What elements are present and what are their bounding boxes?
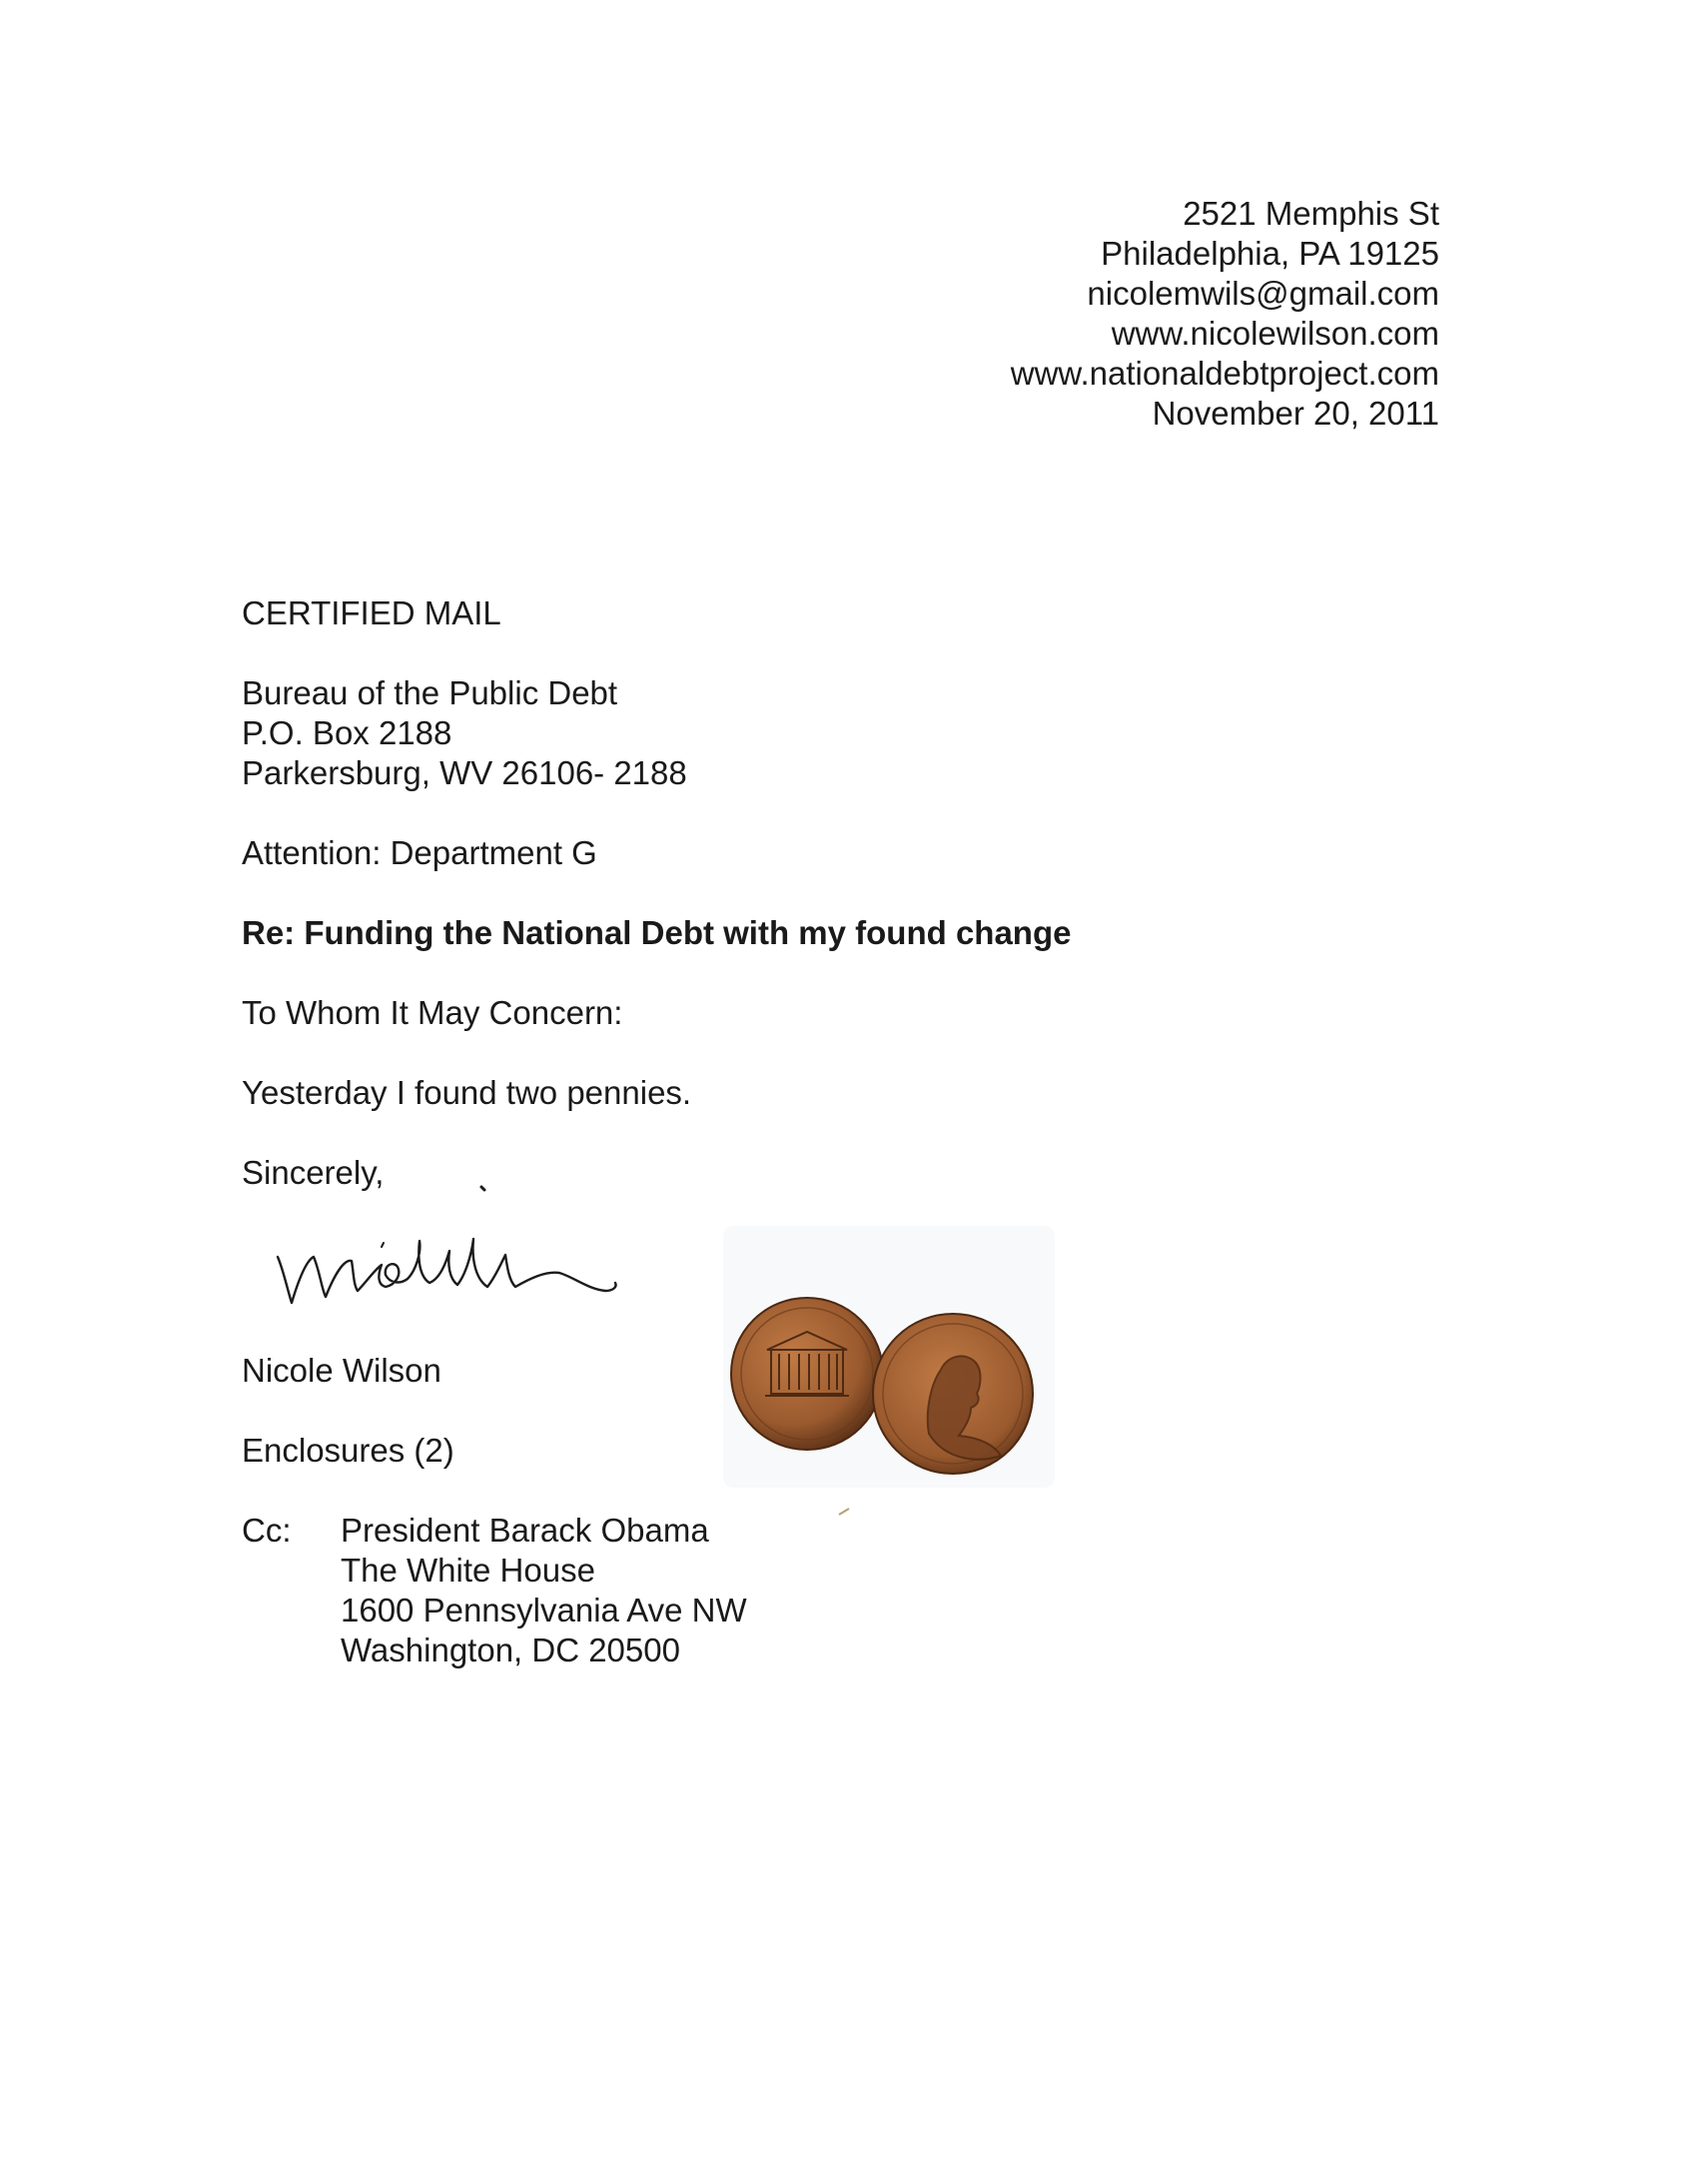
letter-date: November 20, 2011 [1152, 395, 1439, 432]
delivery-method: CERTIFIED MAIL [242, 594, 501, 631]
enclosures-note: Enclosures (2) [242, 1432, 454, 1469]
penny-obverse-coin [873, 1314, 1033, 1474]
enclosed-pennies [719, 1224, 1059, 1494]
letter-body: Yesterday I found two pennies. [242, 1074, 692, 1111]
penny-reverse-coin [731, 1298, 883, 1450]
recipient-name: Bureau of the Public Debt [242, 674, 618, 711]
cc-address [341, 1511, 747, 1670]
cc-label: Cc: [242, 1512, 292, 1549]
cc-name: President Barack Obama [341, 1512, 709, 1549]
paper-speck [837, 1507, 851, 1517]
sender-project-website: www.nationaldebtproject.com [1010, 355, 1439, 392]
sender-street: 2521 Memphis St [1183, 195, 1439, 232]
closing: Sincerely, [242, 1154, 385, 1191]
recipient-po-box: P.O. Box 2188 [242, 714, 452, 751]
cc-city-state-zip: Washington, DC 20500 [341, 1632, 680, 1668]
cc-organization: The White House [341, 1552, 595, 1589]
sender-email: nicolemwils@gmail.com [1087, 275, 1439, 312]
recipient-address-block [242, 673, 687, 793]
sender-city-state-zip: Philadelphia, PA 19125 [1101, 235, 1439, 272]
signer-name: Nicole Wilson [242, 1352, 441, 1389]
cc-block [242, 1511, 747, 1670]
attention-line: Attention: Department G [242, 834, 597, 871]
subject-line: Re: Funding the National Debt with my found change [242, 914, 1072, 951]
handwritten-signature [270, 1179, 699, 1319]
cc-street: 1600 Pennsylvania Ave NW [341, 1592, 747, 1629]
sender-website: www.nicolewilson.com [1111, 315, 1439, 352]
recipient-city-state-zip: Parkersburg, WV 26106- 2188 [242, 754, 687, 791]
sender-address-block [1011, 194, 1439, 434]
salutation: To Whom It May Concern: [242, 994, 623, 1031]
